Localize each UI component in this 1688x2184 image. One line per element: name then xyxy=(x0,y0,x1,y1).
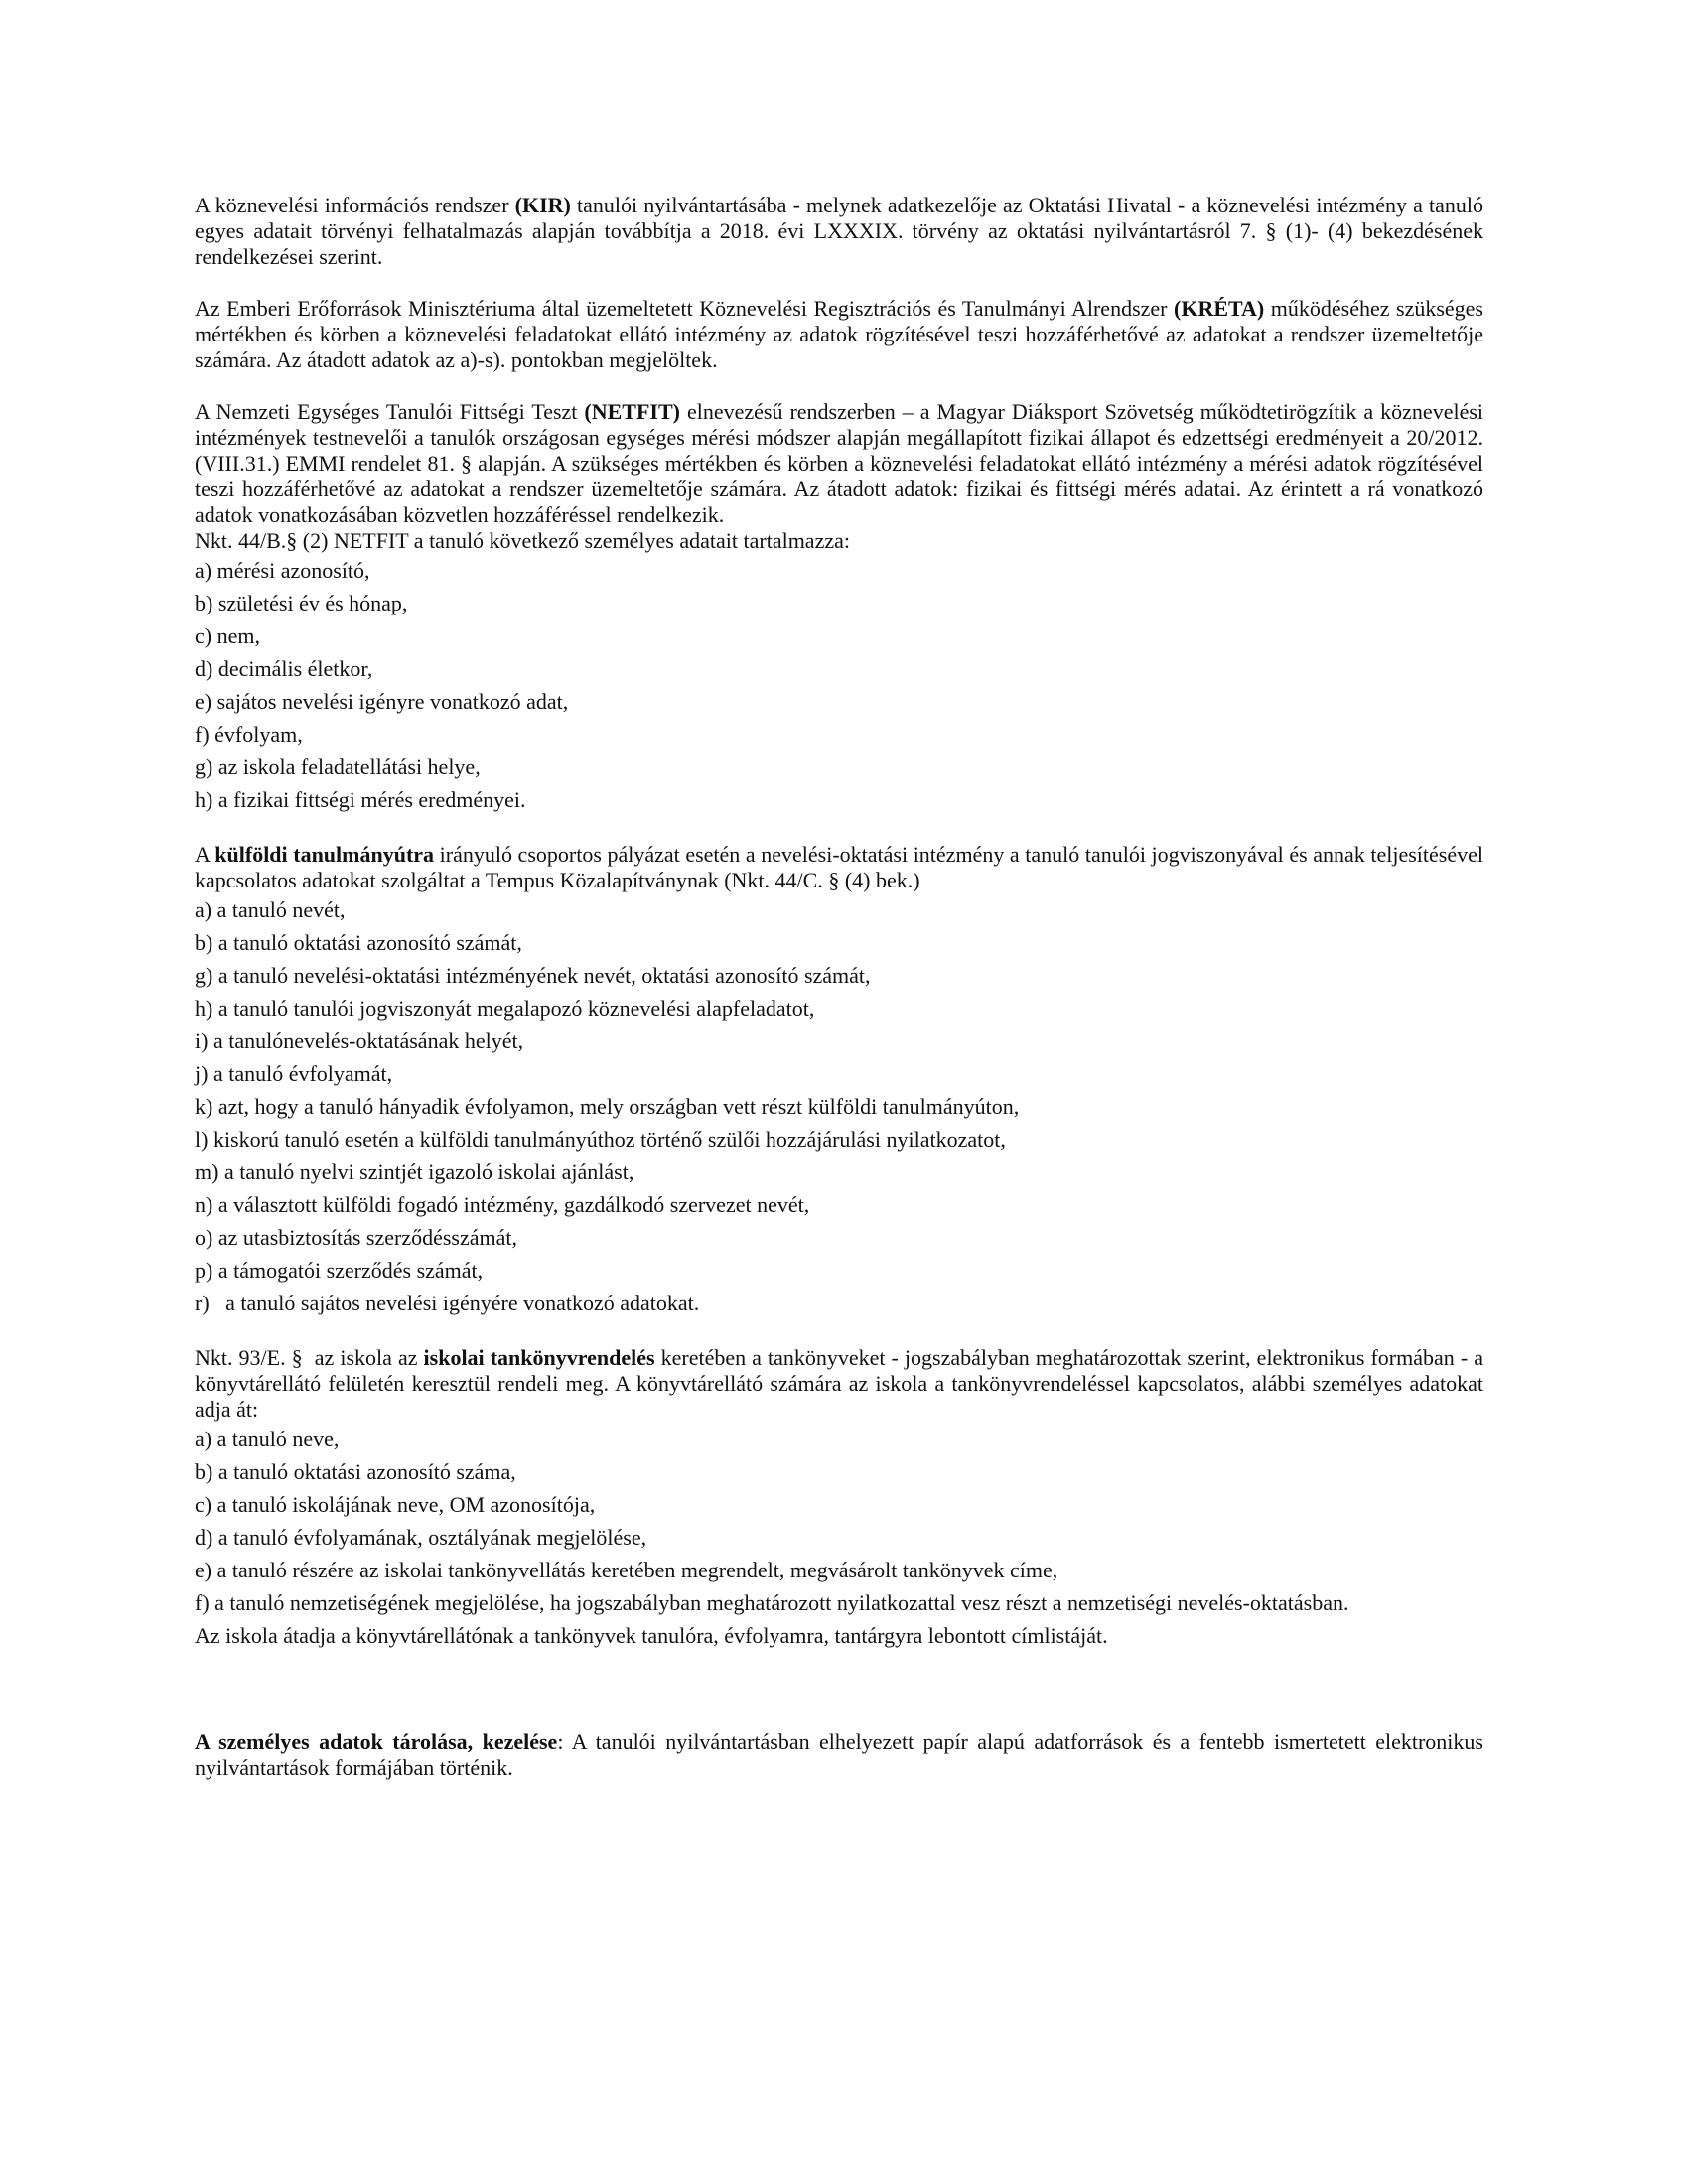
netfit-text-pre: A Nemzeti Egységes Tanulói Fittségi Teszt xyxy=(195,399,585,424)
netfit-text-post: elnevezésű rendszerben – a Magyar Diáksport Szövetség működtetirögzítik a köznevelési intézmények testnevelői a tanulók országosan egységes mérési módszer alapján megállapított fizikai állapot és edzettségi eredményeit a 20/2012. (VIII.31.) EMMI rendelet 81. § alapján. A szükséges mértékben és körben a köznevelési feladatokat ellátó intézmény a mérési adatok rögzítésével teszi hozzáférhetővé az adatokat a rendszer üzemeltetője számára. Az átadott adatok: fizikai és fittségi mérés adatai. Az érintett a rá vonatkozó adatok vonatkozásában közvetlen hozzáféréssel rendelkezik. xyxy=(195,399,1484,527)
list-item: a) a tanuló nevét, xyxy=(195,897,346,922)
kir-paragraph xyxy=(195,193,1483,270)
list-item: j) a tanuló évfolyamát, xyxy=(195,1061,393,1086)
kir-bold: (KIR) xyxy=(514,193,571,217)
list-item: d) decimális életkor, xyxy=(195,656,373,681)
textbook-text-post: keretében a tankönyveket - jogszabályban meghatározottak szerint, elektronikus formában - a könyvtárellátó felületén keresztül rendeli meg. A könyvtárellátó számára az iskola a tankönyvrendeléssel kapcsolatos, alábbi személyes adatokat adja át: xyxy=(195,1345,1483,1422)
spacer xyxy=(195,1319,1483,1345)
list-item: h) a tanuló tanulói jogviszonyát megalapozó köznevelési alapfeladatot, xyxy=(195,996,815,1021)
spacer xyxy=(195,1652,1483,1729)
list-item: g) az iskola feladatellátási helye, xyxy=(195,754,481,779)
list-item: f) évfolyam, xyxy=(195,722,303,747)
netfit-intro: Nkt. 44/B.§ (2) NETFIT a tanuló következő személyes adatait tartalmazza: xyxy=(195,528,850,553)
textbook-list xyxy=(195,1423,1483,1619)
list-item: f) a tanuló nemzetiségének megjelölése, ha jogszabályban meghatározott nyilatkozattal vesz részt a nemzetiségi nevelés-oktatásban. xyxy=(195,1590,1349,1615)
kreta-paragraph xyxy=(195,296,1483,373)
textbook-paragraph xyxy=(195,1345,1483,1423)
list-item: l) kiskorú tanuló esetén a külföldi tanulmányúthoz történő szülői hozzájárulási nyilatkozatot, xyxy=(195,1127,1006,1152)
list-item: g) a tanuló nevelési-oktatási intézményének nevét, oktatási azonosító számát, xyxy=(195,963,871,988)
abroad-text-pre: A xyxy=(195,842,215,867)
list-item: m) a tanuló nyelvi szintjét igazoló iskolai ajánlást, xyxy=(195,1160,634,1184)
list-item: a) mérési azonosító, xyxy=(195,558,370,583)
list-item: b) a tanuló oktatási azonosító számát, xyxy=(195,930,522,955)
spacer xyxy=(195,816,1483,842)
abroad-list xyxy=(195,893,1483,1319)
abroad-paragraph xyxy=(195,842,1483,893)
list-item: p) a támogatói szerződés számát, xyxy=(195,1258,484,1283)
kreta-text-post: működéséhez szükséges mértékben és körben a köznevelési feladatokat ellátó intézmény az adatok rögzítésével teszi hozzáférhetővé az adatokat a rendszer üzemeltetője számára. Az átadott adatok az a)-s). pontokban megjelöltek. xyxy=(195,296,1483,372)
spacer xyxy=(195,270,1483,296)
textbook-outro: Az iskola átadja a könyvtárellátónak a tankönyvek tanulóra, évfolyamra, tantárgyra lebontott címlistáját. xyxy=(195,1623,1108,1648)
list-item: r) a tanuló sajátos nevelési igényére vonatkozó adatokat. xyxy=(195,1291,700,1315)
list-item: b) születési év és hónap, xyxy=(195,591,408,615)
kreta-text-pre: Az Emberi Erőforrások Minisztériuma által üzemeltetett Köznevelési Regisztrációs és Tanulmányi Alrendszer xyxy=(195,296,1174,321)
kir-text-post: tanulói nyilvántartásába - melynek adatkezelője az Oktatási Hivatal - a köznevelési intézmény a tanuló egyes adatait törvényi felhatalmazás alapján továbbítja a 2018. évi LXXXIX. törvény az oktatási nyilvántartásról 7. § (1)- (4) bekezdésének rendelkezései szerint. xyxy=(195,193,1484,269)
abroad-text-post: irányuló csoportos pályázat esetén a nevelési-oktatási intézmény a tanuló tanulói jogviszonyával és annak teljesítésével kapcsolatos adatokat szolgáltat a Tempus Közalapítványnak (Nkt. 44/C. § (4) bek.) xyxy=(195,842,1483,892)
storage-bold: A személyes adatok tárolása, kezelése xyxy=(195,1729,558,1754)
textbook-bold: iskolai tankönyvrendelés xyxy=(423,1345,655,1370)
netfit-paragraph xyxy=(195,399,1483,528)
list-item: b) a tanuló oktatási azonosító száma, xyxy=(195,1459,516,1484)
list-item: i) a tanulónevelés-oktatásának helyét, xyxy=(195,1028,524,1053)
storage-paragraph xyxy=(195,1729,1483,1781)
list-item: d) a tanuló évfolyamának, osztályának megjelölése, xyxy=(195,1525,647,1550)
list-item: o) az utasbiztosítás szerződésszámát, xyxy=(195,1225,517,1250)
list-item: h) a fizikai fittségi mérés eredményei. xyxy=(195,787,526,812)
kir-text-pre: A köznevelési információs rendszer xyxy=(195,193,515,217)
netfit-bold: (NETFIT) xyxy=(584,399,680,424)
spacer xyxy=(195,373,1483,399)
textbook-text-pre: Nkt. 93/E. § az iskola az xyxy=(195,1345,424,1370)
list-item: e) sajátos nevelési igényre vonatkozó adat, xyxy=(195,689,569,714)
storage-text-post: : A tanulói nyilvántartásban elhelyezett papír alapú adatforrások és a fentebb ismertetett elektronikus nyilvántartások formájában történik. xyxy=(195,1729,1483,1780)
list-item: c) a tanuló iskolájának neve, OM azonosítója, xyxy=(195,1492,596,1517)
abroad-bold: külföldi tanulmányútra xyxy=(214,842,435,867)
list-item: k) azt, hogy a tanuló hányadik évfolyamon, mely országban vett részt külföldi tanulmányúton, xyxy=(195,1094,1020,1119)
list-item: n) a választott külföldi fogadó intézmény, gazdálkodó szervezet nevét, xyxy=(195,1192,810,1217)
list-item: c) nem, xyxy=(195,623,260,648)
kreta-bold: (KRÉTA) xyxy=(1174,296,1265,321)
document-body xyxy=(195,193,1483,1781)
netfit-list xyxy=(195,554,1483,816)
list-item: e) a tanuló részére az iskolai tankönyvellátás keretében megrendelt, megvásárolt tankönyvek címe, xyxy=(195,1558,1058,1582)
list-item: a) a tanuló neve, xyxy=(195,1427,340,1451)
